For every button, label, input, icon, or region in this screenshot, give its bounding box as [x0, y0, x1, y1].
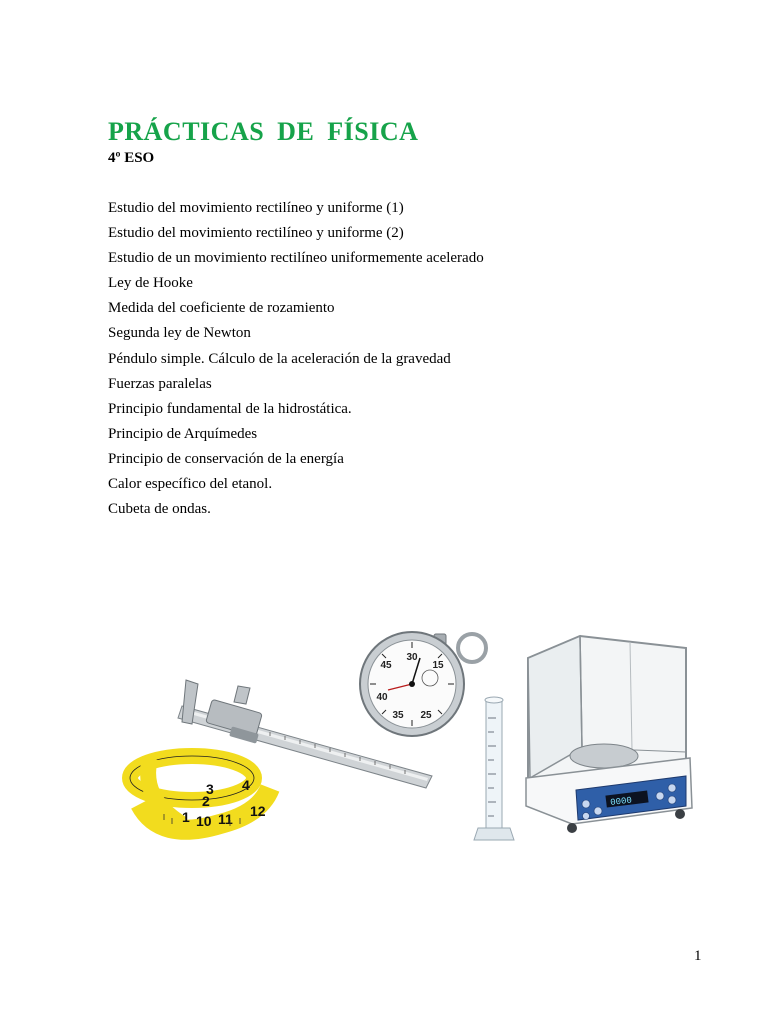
list-item: Principio fundamental de la hidrostática. — [108, 400, 352, 417]
page-title: PRÁCTICAS DE FÍSICA — [108, 117, 419, 146]
tape-measure-icon — [130, 756, 270, 830]
practices-list — [108, 196, 484, 522]
stopwatch-number: 15 — [432, 660, 444, 671]
list-item: Medida del coeficiente de rozamiento — [108, 300, 335, 317]
tape-number: 3 — [206, 781, 214, 797]
analytical-balance-icon — [526, 636, 692, 833]
stopwatch-number: 30 — [406, 652, 418, 663]
stopwatch-icon — [360, 632, 486, 736]
tape-number: 11 — [218, 811, 233, 827]
list-item: Estudio de un movimiento rectilíneo uniformemente acelerado — [108, 250, 484, 267]
list-item: Cubeta de ondas. — [108, 501, 211, 518]
list-item: Estudio del movimiento rectilíneo y uniforme (1) — [108, 200, 404, 216]
tape-number: 12 — [250, 803, 266, 819]
tape-number: 2 — [202, 793, 210, 809]
tape-number: 1 — [182, 809, 190, 825]
list-item: Calor específico del etanol. — [108, 476, 273, 493]
list-item: Segunda ley de Newton — [108, 325, 251, 342]
list-item: Principio de Arquímedes — [108, 425, 258, 442]
list-item: Estudio del movimiento rectilíneo y uniforme (2) — [108, 225, 404, 242]
page-number: 1 — [694, 948, 702, 964]
graduated-cylinder-icon — [474, 697, 514, 840]
lab-instruments-illustration — [120, 628, 700, 858]
tape-number: 4 — [242, 777, 250, 793]
list-item: Ley de Hooke — [108, 275, 193, 292]
list-item: Fuerzas paralelas — [108, 375, 212, 392]
list-item: Principio de conservación de la energía — [108, 450, 344, 467]
stopwatch-number: 35 — [392, 710, 404, 721]
list-item: Péndulo simple. Cálculo de la aceleración de la gravedad — [108, 350, 451, 367]
course-level: 4º ESO — [108, 150, 155, 166]
stopwatch-number: 40 — [376, 692, 388, 703]
tape-number: 10 — [196, 813, 212, 829]
stopwatch-number: 25 — [420, 710, 432, 721]
scale-display: 0000 — [609, 795, 633, 809]
stopwatch-number: 45 — [380, 660, 392, 671]
